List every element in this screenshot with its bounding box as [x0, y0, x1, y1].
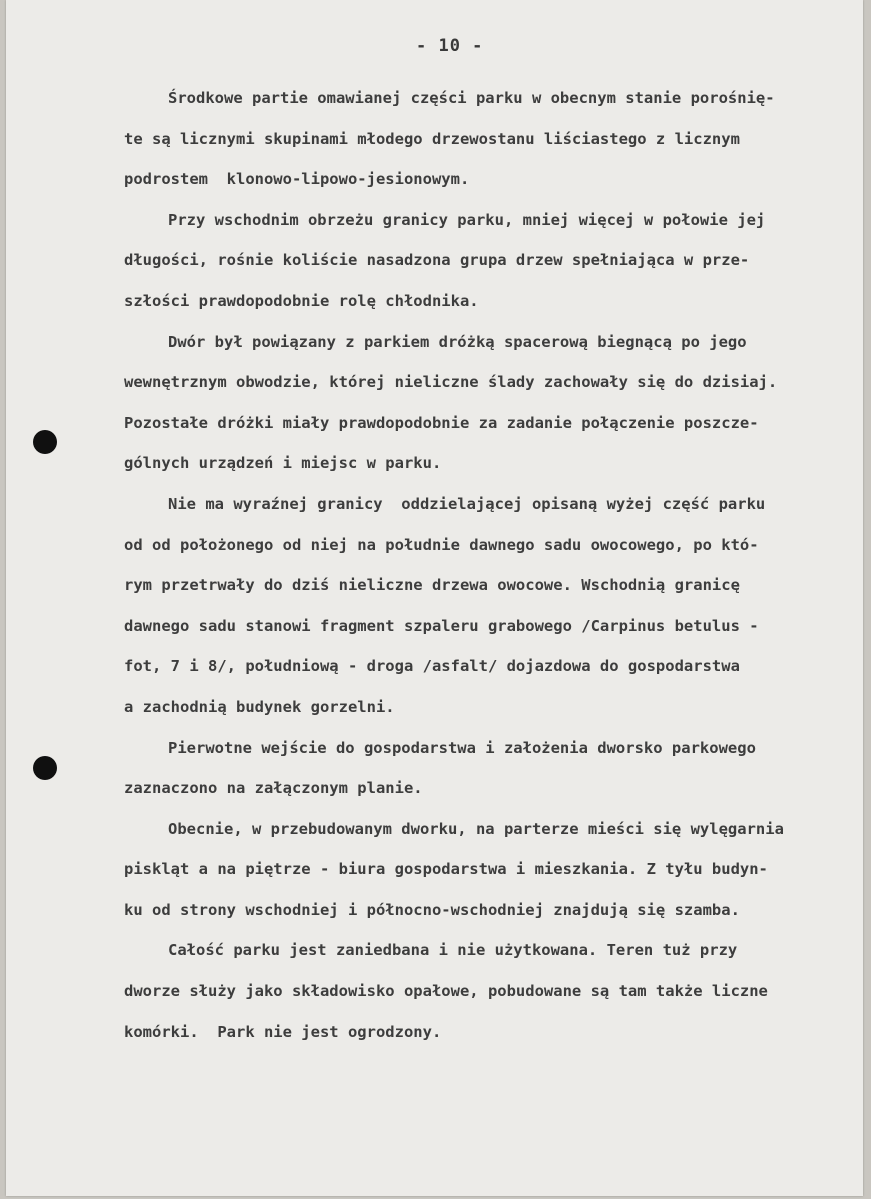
text-line: Przy wschodnim obrzeżu granicy parku, mniej więcej w połowie jej	[168, 210, 766, 229]
text-line: komórki. Park nie jest ogrodzony.	[124, 1022, 442, 1041]
text-line: długości, rośnie koliście nasadzona grupa drzew spełniająca w prze-	[124, 251, 750, 270]
text-line: gólnych urządzeń i miejsc w parku.	[124, 454, 442, 473]
text-line: wewnętrznym obwodzie, której nieliczne ślady zachowały się do dzisiaj.	[124, 373, 778, 392]
text-line: zaznaczono na załączonym planie.	[124, 779, 423, 798]
text-line: a zachodnią budynek gorzelni.	[124, 697, 395, 716]
text-line: Dwór był powiązany z parkiem dróżką spacerową biegnącą po jego	[168, 332, 747, 351]
text-line: te są licznymi skupinami młodego drzewostanu liściastego z licznym	[124, 129, 740, 148]
text-line: piskląt a na piętrze - biura gospodarstwa i mieszkania. Z tyłu budyn-	[124, 860, 768, 879]
text-line: Pierwotne wejście do gospodarstwa i założenia dworsko parkowego	[168, 738, 756, 757]
page-number: - 10 -	[416, 36, 484, 56]
text-line: Nie ma wyraźnej granicy oddzielającej opisaną wyżej część parku	[168, 494, 766, 513]
text-line: dworze służy jako składowisko opałowe, pobudowane są tam także liczne	[124, 982, 768, 1001]
text-line: Środkowe partie omawianej części parku w obecnym stanie porośnię-	[168, 89, 775, 107]
text-line: podrostem klonowo-lipowo-jesionowym.	[124, 170, 470, 189]
punch-hole-icon	[33, 756, 57, 780]
typed-text-body	[124, 78, 854, 1052]
document-page	[6, 0, 863, 1196]
text-line: Całość parku jest zaniedbana i nie użytkowana. Teren tuż przy	[168, 941, 738, 960]
text-line: ku od strony wschodniej i północno-wschodniej znajdują się szamba.	[124, 900, 740, 919]
text-line: szłości prawdopodobnie rolę chłodnika.	[124, 291, 479, 310]
text-line: dawnego sadu stanowi fragment szpaleru grabowego /Carpinus betulus -	[124, 616, 759, 635]
punch-hole-icon	[33, 430, 57, 454]
text-line: fot, 7 i 8/, południową - droga /asfalt/ dojazdowa do gospodarstwa	[124, 657, 740, 676]
text-line: od od położonego od niej na południe dawnego sadu owocowego, po któ-	[124, 535, 759, 554]
text-line: Pozostałe dróżki miały prawdopodobnie za zadanie połączenie poszcze-	[124, 413, 759, 432]
text-line: rym przetrwały do dziś nieliczne drzewa owocowe. Wschodnią granicę	[124, 576, 740, 595]
text-line: Obecnie, w przebudowanym dworku, na parterze mieści się wylęgarnia	[168, 819, 784, 838]
